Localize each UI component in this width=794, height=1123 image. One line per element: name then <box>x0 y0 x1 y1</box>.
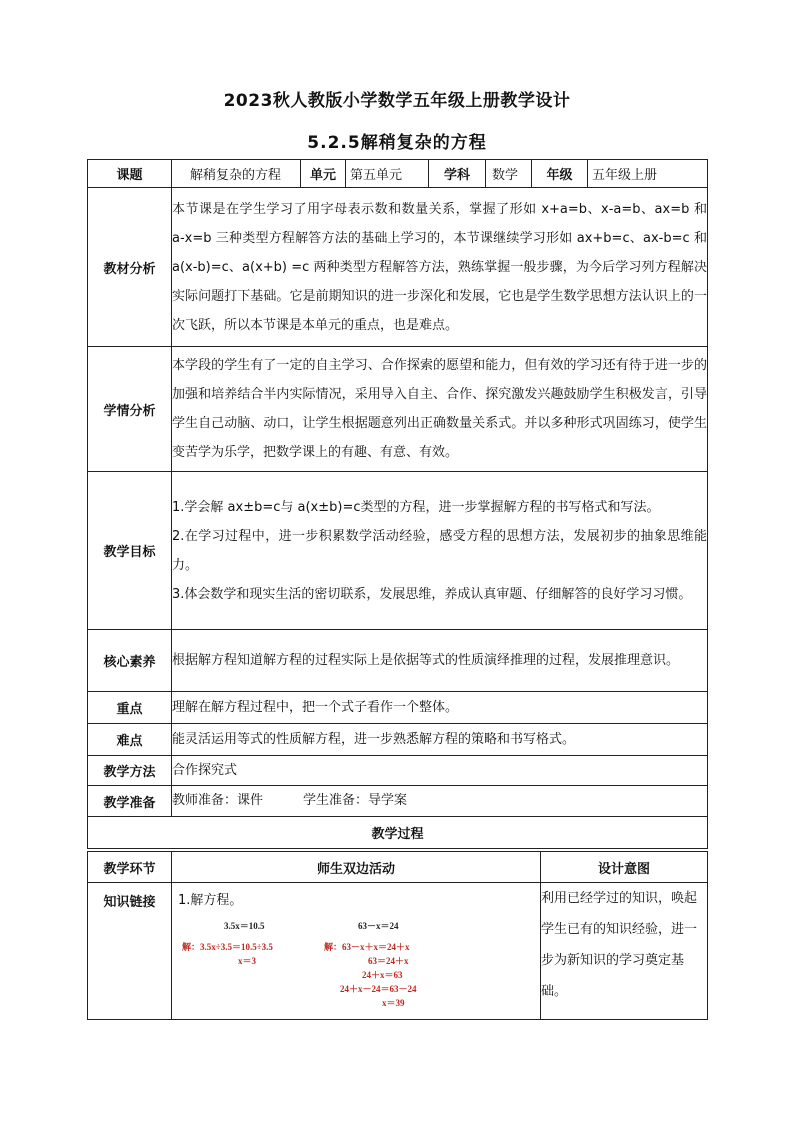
equation-1-step-2: x＝3 <box>238 956 257 966</box>
subject-label: 学科 <box>429 160 486 188</box>
method-label: 教学方法 <box>88 756 172 786</box>
unit-value: 第五单元 <box>346 160 429 188</box>
process-header: 教学过程 <box>88 817 708 849</box>
core-literacy-label: 核心素养 <box>88 630 172 692</box>
textbook-analysis-row <box>88 188 708 347</box>
goal-item: 1.学会解 ax±b=c与 a(x±b)=c类型的方程，进一步掌握解方程的书写格式和写法。 <box>172 499 660 515</box>
equation-2-problem: 63－x＝24 <box>358 921 399 931</box>
equation-2-step-4: 24＋x－24＝63－24 <box>340 984 417 994</box>
difficulty-label: 难点 <box>88 724 172 756</box>
equation-2-step-3: 24＋x＝63 <box>362 970 403 980</box>
activity-intro: 1.解方程。 <box>178 893 243 908</box>
stage-column-header: 教学环节 <box>88 852 172 883</box>
process-table <box>87 851 708 1020</box>
activity-column-header: 师生双边活动 <box>172 852 541 883</box>
teacher-preparation: 教师准备：课件 <box>172 793 264 808</box>
info-row <box>88 160 708 188</box>
preparation-label: 教学准备 <box>88 786 172 817</box>
document-title: 2023秋人教版小学数学五年级上册教学设计 <box>223 91 571 111</box>
equation-2-step-1: 63－x＋x＝24＋x <box>342 942 410 952</box>
equation-1-solution <box>182 940 273 953</box>
equation-1-step-1: 3.5x÷3.5＝10.5÷3.5 <box>200 942 273 952</box>
student-analysis-text: 本学段的学生有了一定的自主学习、合作探索的愿望和能力，但有效的学习还有待于进一步的加强和培养结合半内实际情况，采用导入自主、合作、探究激发兴趣鼓励学生积极发言，引导学生自己动脑、动口，让学生根据题意列出正确数量关系式。并以多种形式巩固练习，使学生变苦学为乐学，把数学课上的有趣、有意、有效。 <box>172 347 708 472</box>
process-columns-row <box>88 852 708 883</box>
subject-value: 数学 <box>486 160 532 188</box>
key-point-row <box>88 692 708 724</box>
textbook-analysis-label: 教材分析 <box>88 188 172 347</box>
core-literacy-row <box>88 630 708 692</box>
goal-item: 3.体会数学和现实生活的密切联系，发展思维，养成认真审题、仔细解答的良好学习习惯。 <box>172 586 692 602</box>
intent-column-header: 设计意图 <box>541 852 708 883</box>
method-row <box>88 756 708 786</box>
difficulty-row <box>88 724 708 756</box>
teaching-goals-label: 教学目标 <box>88 472 172 630</box>
student-analysis-row <box>88 347 708 472</box>
topic-value: 解稍复杂的方程 <box>172 160 301 188</box>
equation-2-step-5: x＝39 <box>382 998 405 1008</box>
grade-label: 年级 <box>532 160 588 188</box>
topic-label: 课题 <box>88 160 172 188</box>
design-intent-text: 利用已经学过的知识，唤起学生已有的知识经验，进一步为新知识的学习奠定基础。 <box>541 883 708 1020</box>
lesson-plan-table <box>87 159 708 849</box>
knowledge-link-label: 知识链接 <box>88 883 172 1020</box>
key-point-label: 重点 <box>88 692 172 724</box>
preparation-text <box>172 786 708 817</box>
student-preparation: 学生准备：导学案 <box>303 793 408 808</box>
textbook-analysis-text: 本节课是在学生学习了用字母表示数和数量关系，掌握了形如 x+a=b、x-a=b、ax=b 和 a-x=b 三种类型方程解答方法的基础上学习的，本节课继续学习形如 ax+b=c、ax-b=c 和 a(x-b)=c、a(x+b) =c 两种类型方程解答方法，熟练掌握一般步骤，为今后学习列方程解决实际问题打下基础。它是前期知识的进一步深化和发展，它也是学生数学思想方法认识上的一次飞跃，所以本节课是本单元的重点，也是难点。 <box>172 188 708 347</box>
method-text: 合作探究式 <box>172 756 708 786</box>
knowledge-link-row <box>88 883 708 1020</box>
activity-cell <box>172 883 541 1020</box>
grade-value: 五年级上册 <box>588 160 708 188</box>
process-header-row <box>88 817 708 849</box>
solve-prefix: 解： <box>182 942 201 952</box>
equation-1-problem: 3.5x＝10.5 <box>224 921 265 931</box>
unit-label: 单元 <box>301 160 346 188</box>
teaching-goals-row <box>88 472 708 630</box>
preparation-row <box>88 786 708 817</box>
goal-item: 2.在学习过程中，进一步积累数学活动经验，感受方程的思想方法，发展初步的抽象思维能力。 <box>172 528 707 573</box>
teaching-goals-list <box>172 472 708 630</box>
key-point-text: 理解在解方程过程中，把一个式子看作一个整体。 <box>172 692 708 724</box>
difficulty-text: 能灵活运用等式的性质解方程，进一步熟悉解方程的策略和书写格式。 <box>172 724 708 756</box>
solve-prefix: 解： <box>324 942 343 952</box>
equation-2-step-2: 63＝24＋x <box>368 956 409 966</box>
core-literacy-text: 根据解方程知道解方程的过程实际上是依据等式的性质演绎推理的过程，发展推理意识。 <box>172 630 708 692</box>
equation-2-solution <box>324 940 410 953</box>
student-analysis-label: 学情分析 <box>88 347 172 472</box>
lesson-subtitle: 5.2.5解稍复杂的方程 <box>307 133 487 153</box>
